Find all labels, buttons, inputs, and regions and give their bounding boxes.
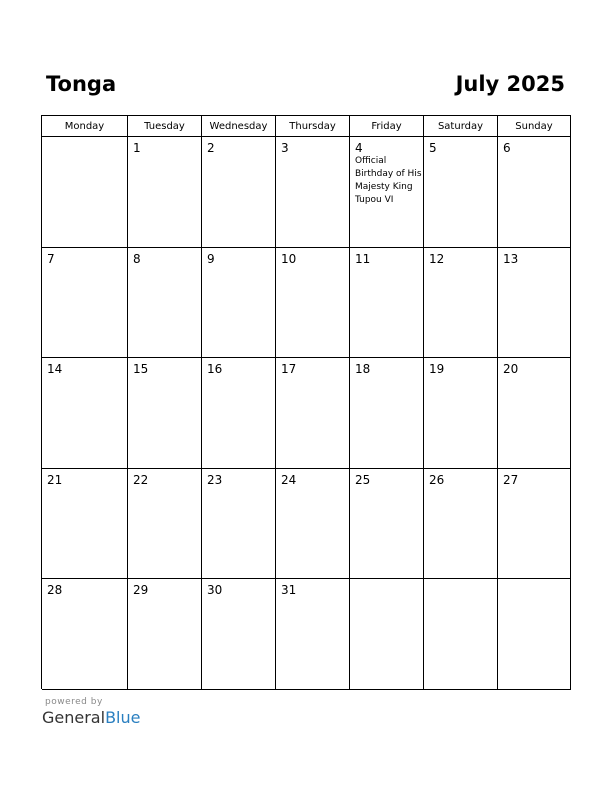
day-number: 6	[503, 141, 511, 155]
day-cell	[276, 248, 350, 359]
day-cell	[202, 358, 276, 469]
day-cell	[350, 469, 424, 580]
day-cell	[42, 469, 128, 580]
day-cell	[128, 469, 202, 580]
day-number: 7	[47, 251, 55, 266]
day-cell	[350, 358, 424, 469]
day-number: 10	[281, 251, 297, 266]
day-cell	[202, 579, 276, 690]
week-row	[42, 137, 571, 248]
powered-by-label: powered by	[45, 697, 103, 707]
day-cell	[42, 579, 128, 690]
week-row	[42, 248, 571, 359]
day-number: 11	[355, 251, 371, 266]
weekday-header: Monday	[42, 116, 128, 137]
weekday-header: Friday	[350, 116, 424, 137]
day-cell	[498, 469, 571, 580]
day-number: 29	[133, 583, 149, 597]
day-number: 18	[355, 362, 371, 376]
weekday-header: Thursday	[276, 116, 350, 137]
week-row	[42, 469, 571, 580]
day-cell	[276, 579, 350, 690]
day-cell	[424, 358, 498, 469]
day-cell	[202, 248, 276, 359]
day-cell	[498, 358, 571, 469]
calendar-grid	[41, 115, 571, 689]
day-cell	[128, 137, 202, 248]
day-cell	[276, 358, 350, 469]
day-number: 27	[503, 472, 519, 487]
generalblue-logo[interactable]	[42, 709, 140, 727]
country-title: Tonga	[46, 72, 117, 96]
day-cell	[276, 469, 350, 580]
day-cell	[42, 358, 128, 469]
day-number: 16	[207, 362, 223, 376]
weekday-header: Saturday	[424, 116, 498, 137]
day-cell	[424, 579, 498, 690]
day-number: 31	[281, 583, 297, 597]
day-number: 20	[503, 362, 519, 376]
day-number: 17	[281, 362, 297, 376]
day-number: 30	[207, 583, 223, 597]
day-number: 24	[281, 472, 297, 487]
day-number: 9	[207, 251, 215, 266]
day-number: 21	[47, 472, 63, 487]
day-cell	[498, 137, 571, 248]
month-year-title: July 2025	[455, 72, 565, 96]
day-cell	[350, 248, 424, 359]
day-number: 13	[503, 251, 519, 266]
day-cell	[276, 137, 350, 248]
day-cell	[424, 469, 498, 580]
day-cell	[424, 137, 498, 248]
day-number: 19	[429, 362, 445, 376]
weekday-header: Tuesday	[128, 116, 202, 137]
day-cell	[498, 579, 571, 690]
day-number: 26	[429, 472, 445, 487]
weekday-header: Sunday	[498, 116, 571, 137]
day-number: 8	[133, 251, 141, 266]
day-cell	[202, 137, 276, 248]
weekday-header-row	[42, 116, 571, 137]
day-number: 23	[207, 472, 223, 487]
week-row	[42, 579, 571, 690]
weekday-header: Wednesday	[202, 116, 276, 137]
day-cell	[202, 469, 276, 580]
day-cell	[350, 579, 424, 690]
day-number: 1	[133, 141, 141, 155]
brand-blue-text: Blue	[105, 708, 141, 727]
week-row	[42, 358, 571, 469]
day-number: 4	[355, 141, 363, 155]
day-number: 5	[429, 141, 437, 155]
day-number: 2	[207, 141, 215, 155]
day-number: 28	[47, 583, 63, 597]
brand-general-text: General	[42, 708, 106, 727]
day-cell	[424, 248, 498, 359]
day-number: 14	[47, 362, 63, 376]
day-cell	[128, 248, 202, 359]
day-number: 25	[355, 472, 371, 487]
holiday-label: Official Birthday of His Majesty King Tupou VI	[355, 156, 422, 205]
day-number: 22	[133, 472, 149, 487]
day-cell	[42, 137, 128, 248]
day-number: 15	[133, 362, 149, 376]
day-cell	[128, 579, 202, 690]
day-cell	[350, 137, 424, 248]
day-cell	[128, 358, 202, 469]
day-number: 3	[281, 141, 289, 155]
day-cell	[42, 248, 128, 359]
day-cell	[498, 248, 571, 359]
day-number: 12	[429, 251, 445, 266]
